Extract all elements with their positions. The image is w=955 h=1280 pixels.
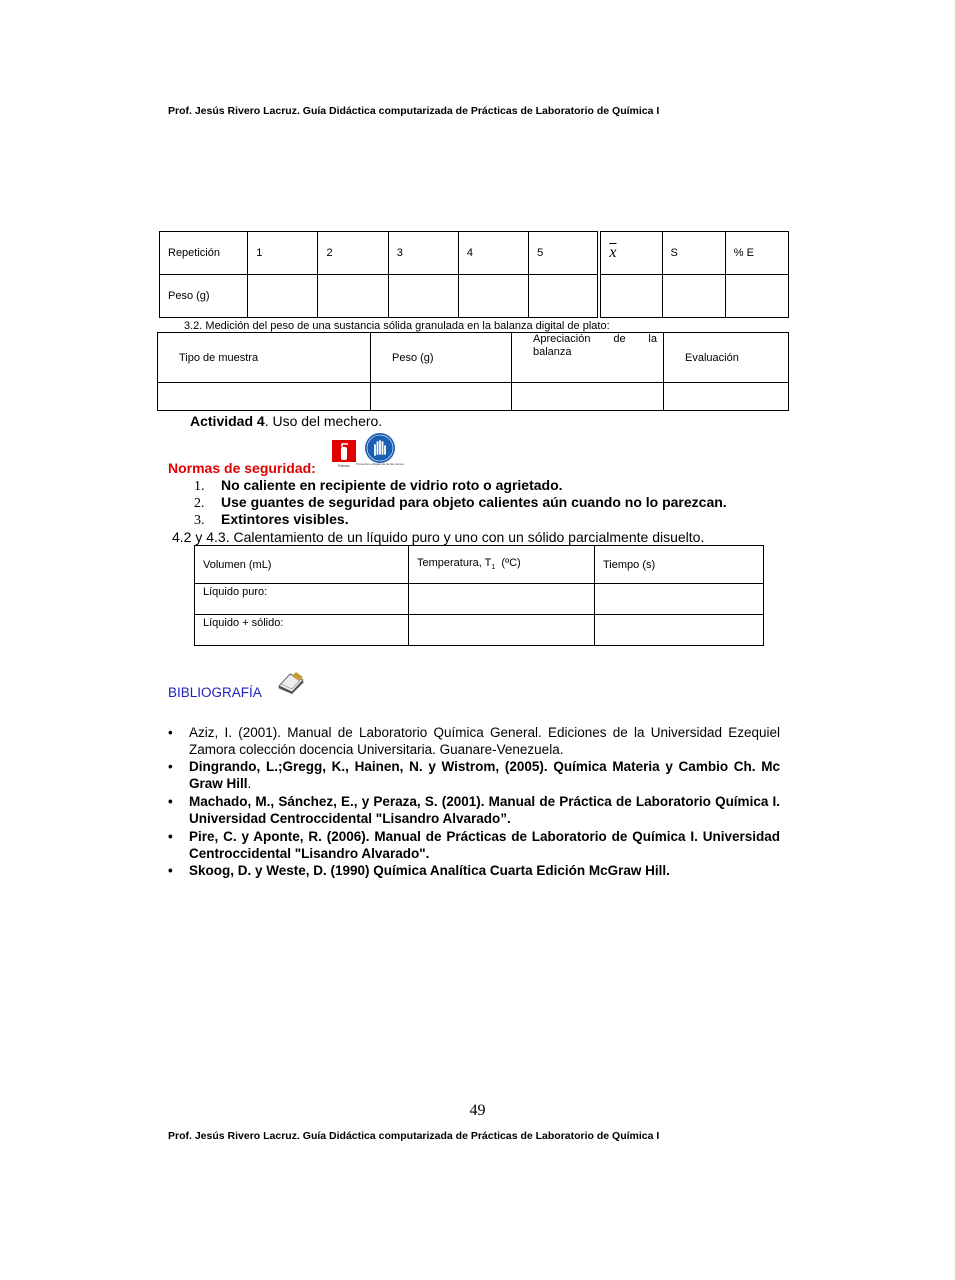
table-cell: Líquido + sólido: (195, 615, 409, 646)
table-cell: Apreciación de la balanza (512, 333, 664, 383)
table-cell (458, 275, 528, 318)
table-cell (595, 584, 764, 615)
table-cell (409, 615, 595, 646)
mean-symbol: $\overline{x}$ (609, 244, 617, 261)
table-cell: % E (725, 232, 788, 275)
table-cell: Peso (g) (371, 333, 512, 383)
table-row (195, 546, 764, 584)
fire-extinguisher-icon (332, 440, 356, 468)
repetition-table (159, 231, 789, 318)
table-cell: Tipo de muestra (158, 333, 371, 383)
table-row (158, 333, 789, 383)
sample-table (157, 332, 789, 411)
table-cell (662, 275, 725, 318)
table-cell: Evaluación (664, 333, 789, 383)
table-cell: S (662, 232, 725, 275)
table-row (195, 584, 764, 615)
table-cell: 5 (529, 232, 600, 275)
table-row (160, 232, 789, 275)
page-header: Prof. Jesús Rivero Lacruz. Guía Didáctica computarizada de Prácticas de Laboratorio de Química I (168, 105, 660, 117)
table-cell (248, 275, 318, 318)
table-cell: 2 (318, 232, 388, 275)
table-cell: Líquido puro: (195, 584, 409, 615)
safety-title: Normas de seguridad: (168, 460, 316, 476)
book-icon (276, 670, 306, 696)
bibliography-item: • Dingrando, L.;Gregg, K., Hainen, N. y Wistrom, (2005). Química Materia y Cambio Ch. Mc Graw Hill. (168, 759, 780, 791)
table-cell: Volumen (mL) (195, 546, 409, 584)
table-cell (409, 584, 595, 615)
table-cell (512, 383, 664, 411)
table-cell (318, 275, 388, 318)
table-cell (388, 275, 458, 318)
page-number: 49 (469, 1102, 486, 1119)
table-row (160, 275, 789, 318)
bibliography-item: • Machado, M., Sánchez, E., y Peraza, S. (2001). Manual de Práctica de Laboratorio Química I. Universidad Centroccidental "Lisandro Alvarado”. (168, 794, 780, 826)
bibliography-item: • Pire, C. y Aponte, R. (2006). Manual de Prácticas de Laboratorio de Química I. Universidad Centroccidental "Lisandro Alvarado". (168, 829, 780, 861)
table-cell: Temperatura, $T_1$ (ºC) (409, 546, 595, 584)
svg-text:Extintor: Extintor (338, 464, 350, 468)
table-cell: Tiempo (s) (595, 546, 764, 584)
table-row (195, 615, 764, 646)
safety-rule: 2. Use guantes de seguridad para objeto calientes aún cuando no lo parezcan. (194, 494, 727, 511)
activity-heading (190, 413, 382, 429)
table-cell (158, 383, 371, 411)
safety-gloves-icon (356, 432, 404, 470)
table-cell: 1 (248, 232, 318, 275)
table-cell (595, 615, 764, 646)
table-cell (529, 275, 600, 318)
bibliography-title: BIBLIOGRAFÍA (168, 685, 262, 700)
table-cell (664, 383, 789, 411)
bibliography-item: • Aziz, I. (2001). Manual de Laboratorio Química General. Ediciones de la Universidad Ezequiel Zamora colección docencia Universitaria. Guanare-Venezuela. (168, 725, 780, 757)
page-footer: Prof. Jesús Rivero Lacruz. Guía Didáctica computarizada de Prácticas de Laboratorio de Química I (168, 1130, 660, 1142)
caption-4-3: 4.2 y 4.3. Calentamiento de un líquido puro y uno con un sólido parcialmente disuelto. (172, 529, 705, 545)
table-row (158, 383, 789, 411)
table-cell: Peso (g) (160, 275, 248, 318)
table-cell (371, 383, 512, 411)
table-cell (599, 275, 662, 318)
safety-rule: 3. Extintores visibles. (194, 511, 349, 528)
heating-table (194, 545, 764, 646)
mean-cell (599, 232, 662, 275)
table-cell: 4 (458, 232, 528, 275)
svg-text:Protección obligatoria de las: Protección obligatoria de las manos (356, 462, 404, 466)
activity-label: Actividad 4 (190, 413, 265, 429)
activity-text: . Uso del mechero. (264, 413, 383, 429)
table-cell: 3 (388, 232, 458, 275)
bibliography-item: • Skoog, D. y Weste, D. (1990) Química Analítica Cuarta Edición McGraw Hill. (168, 863, 670, 878)
safety-rule: 1. No caliente en recipiente de vidrio roto o agrietado. (194, 477, 563, 494)
table-cell: Repetición (160, 232, 248, 275)
table-cell (725, 275, 788, 318)
caption-3-2: 3.2. Medición del peso de una sustancia sólida granulada en la balanza digital de plato: (184, 320, 610, 332)
